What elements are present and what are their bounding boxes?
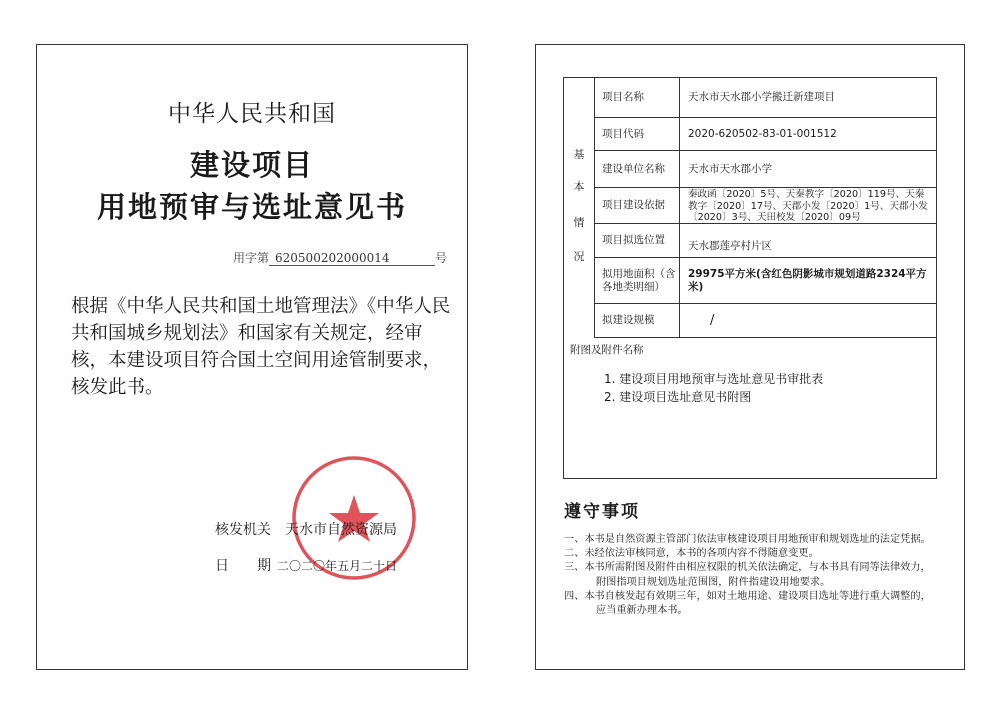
row-label: 拟建设规模 [594, 304, 680, 337]
side-char: 情 [573, 216, 585, 229]
row-value: 天水市天水郡小学搬迁新建项目 [688, 91, 835, 103]
certificate-body-text: 根据《中华人民共和国土地管理法》《中华人民共和国城乡规划法》和国家有关规定，经审核，本建设项目符合国土空间用途管制要求，核发此书。 [71, 296, 451, 398]
table-row [594, 224, 936, 258]
issuer-value: 天水市自然资源局 [285, 522, 397, 538]
observe-item: 四、本书自核发起有效期三年，如对土地用途、建设项目选址等进行重大调整的，应当重新办理本书。 [564, 590, 931, 617]
document-number-line [233, 249, 447, 266]
side-char: 基 [573, 148, 585, 161]
date-value: 二〇二〇年五月二十日 [277, 559, 398, 573]
basic-situation-side-label [564, 78, 595, 338]
issuer-line [215, 519, 397, 539]
certificate-cover-page [36, 44, 468, 670]
observe-item: 二、未经依法审核同意，本书的各项内容不得随意变更。 [564, 548, 819, 560]
row-label: 拟用地面积（含各地类明细） [594, 258, 680, 303]
row-value: 2020-620502-83-01-001512 [688, 127, 837, 140]
basic-info-table [563, 77, 937, 479]
doc-prefix: 用字第 [233, 251, 270, 265]
row-label: 项目代码 [594, 118, 680, 150]
side-char: 况 [573, 250, 585, 263]
observe-item: 一、本书是自然资源主管部门依法审核建设项目用地预审和规划选址的法定凭据。 [564, 534, 931, 545]
doc-number: 620500202000014 [269, 251, 435, 266]
table-row [594, 118, 936, 151]
country-name: 中华人民共和国 [168, 101, 336, 127]
table-row [594, 188, 936, 224]
certificate-details-page [535, 44, 965, 670]
row-value: 天水市天水郡小学 [688, 162, 772, 175]
doc-suffix: 号 [435, 251, 448, 265]
row-label: 建设单位名称 [594, 151, 680, 187]
attachment-item: 1. 建设项目用地预审与选址意见书审批表 [604, 372, 824, 386]
table-row [594, 258, 936, 304]
date-label: 日 期 [215, 558, 271, 574]
row-value: 天水郡莲亭村片区 [688, 240, 772, 252]
observe-title: 遵守事项 [564, 502, 640, 522]
title-line-1: 建设项目 [189, 148, 314, 182]
row-label: 项目建设依据 [594, 188, 680, 223]
table-row [594, 78, 936, 118]
row-value: 秦政函〔2020〕5号、天秦教字〔2020〕119号、天秦教字〔2020〕17号、天郡小发〔2020〕1号、天郡小发〔2020〕3号、天田校发〔2020〕09号 [688, 189, 928, 223]
attachment-item: 2. 建设项目选址意见书附图 [604, 390, 752, 404]
observe-list [564, 533, 936, 618]
observe-item: 三、本书所需附图及附件由相应权限的机关依法确定，与本书具有同等法律效力，附图指项目规划选址范围图，附件指建设用地要求。 [564, 562, 931, 588]
row-label: 项目拟选位置 [594, 224, 680, 257]
table-row [594, 151, 936, 188]
row-label: 项目名称 [594, 78, 680, 117]
date-line [215, 555, 397, 575]
issuer-label: 核发机关 [215, 522, 271, 538]
side-char: 本 [573, 180, 585, 193]
row-value: 29975平方米(含红色阴影城市规划道路2324平方米) [688, 267, 927, 293]
row-value: / [710, 313, 715, 328]
attachments-title: 附图及附件名称 [570, 344, 644, 356]
table-row [594, 304, 936, 338]
title-line-2: 用地预审与选址意见书 [96, 190, 407, 224]
